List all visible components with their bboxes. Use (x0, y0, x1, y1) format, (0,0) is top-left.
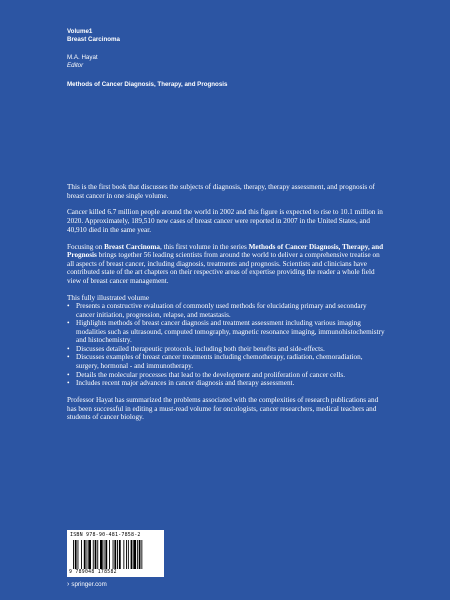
volume-title: Breast Carcinoma (67, 36, 120, 43)
list-item: • Details the molecular processes that lead to the development and proliferation of cancer cells. (76, 371, 385, 380)
springer-link[interactable] (67, 581, 107, 588)
springer-link-label: springer.com (71, 581, 107, 588)
editor-role: Editor (67, 62, 84, 69)
focus-book-title: Breast Carcinoma (104, 242, 160, 251)
paragraph-focus (67, 243, 385, 286)
barcode-bars (73, 540, 159, 569)
paragraph-closing: Professor Hayat has summarized the problems associated with the complexities of research publications and has been successful in editing a must-read volume for oncologists, cancer researchers, medical teachers and students of cancer biology. (67, 396, 379, 422)
list-item: • Discusses examples of breast cancer treatments including chemotherapy, radiation, chemoradiation, surgery, hormonal - and immunotherapy. (76, 353, 385, 370)
feature-list (67, 302, 385, 387)
list-item: • Discusses detailed therapeutic protocols, including both their benefits and side-effects. (76, 345, 385, 354)
list-item: • Highlights methods of breast cancer diagnosis and treatment assessment including various imaging modalities such as ultrasound, computed tomography, magnetic resonance imaging, immunohistochemistry and histochemistry. (76, 319, 385, 345)
list-intro: This fully illustrated volume (67, 293, 150, 302)
blurb (67, 183, 385, 430)
focus-text-a: Focusing on (67, 242, 105, 251)
focus-text-e: brings together 56 leading scientists from around the world to deliver a comprehensive treatise on all aspects of breast cancer, including diagnosis, treatments and prognosis. Scientists and clinicians have contributed state of the art chapters on their respective areas of expertise providing the reader a whole field view of breast cancer management. (67, 251, 380, 285)
volume-number: Volume1 (67, 28, 93, 35)
barcode (67, 530, 164, 577)
header-block (67, 28, 407, 89)
barcode-digits: 9 789048 178582 (69, 570, 117, 575)
isbn-label: ISBN 978-90-481-7858-2 (70, 532, 141, 538)
list-item: • Presents a constructive evaluation of commonly used methods for elucidating primary and secondary cancer initiation, progression, relapse, and metastasis. (76, 302, 385, 319)
focus-series-title: Methods of Cancer Diagnosis, Therapy, and Prognosis (67, 242, 384, 260)
series-title: Methods of Cancer Diagnosis, Therapy, and Prognosis (67, 81, 228, 88)
editor-name: M.A. Hayat (67, 54, 98, 61)
list-item: • Includes recent major advances in cancer diagnosis and therapy assessment. (76, 379, 385, 388)
focus-text-c: , this first volume in the series (159, 242, 249, 251)
paragraph-statistics: Cancer killed 6.7 million people around the world in 2002 and this figure is expected to rise to 10.1 million in 2020. Approximately, 189,510 new cases of breast cancer were reported in 2007 in the United States, and 40,910 died in the same year. (67, 208, 383, 234)
chevron-right-icon: › (67, 581, 70, 588)
paragraph-intro: This is the first book that discusses the subjects of diagnosis, therapy, therapy assessment, and prognosis of breast cancer in one single volume. (67, 183, 375, 200)
